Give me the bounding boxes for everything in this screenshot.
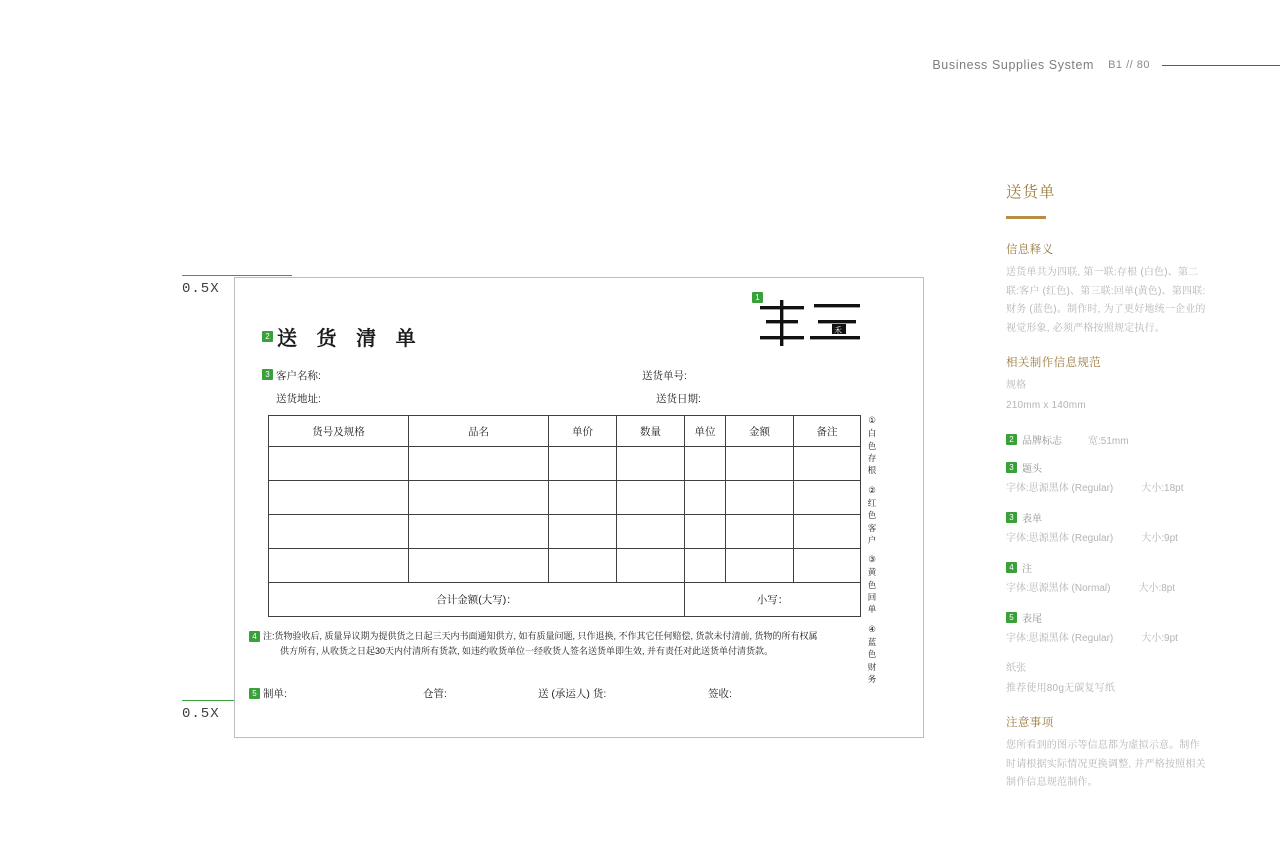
cell [794,549,861,583]
item-size: 大小:9pt [1141,632,1178,644]
sign-field-receiver: 签收: [708,688,732,700]
cell [549,447,617,481]
cell [549,481,617,515]
item-label: 题头 [1022,463,1042,475]
section-heading-specs: 相关制作信息规范 [1006,357,1102,369]
sign-field-carrier: 送 (承运人) 货: [538,688,607,700]
note-label: 注: [263,631,275,641]
meta-row-1 [262,368,862,383]
cell [409,515,549,549]
note-badge: 4 [249,631,260,642]
cell [409,549,549,583]
title-badge: 2 [262,331,273,342]
delivery-address-label: 送货地址: [276,393,321,405]
section-heading-meaning: 信息释义 [1006,244,1054,256]
order-number-label: 送货单号: [642,370,687,382]
copy-item-2 [864,484,880,547]
cell [794,515,861,549]
copy-num: ③ [868,554,876,565]
small-amount-label: 小写： [685,583,861,617]
header-title: Business Supplies System [932,58,1095,72]
form-title: 送 货 清 单 [277,328,423,350]
header-rule [1162,65,1280,66]
table-row [269,515,861,549]
measure-top-line [182,275,292,276]
cell [269,515,409,549]
th-product-name: 品名 [409,416,549,447]
measure-bottom-label: 0.5X [182,706,220,722]
sign-field-warehouse: 仓管: [423,688,447,700]
header-page-number: B1 // 80 [1108,59,1150,71]
sidebar-item-footer [1006,610,1206,644]
cell [409,481,549,515]
cell [549,549,617,583]
sidebar-item-logo [1006,432,1206,447]
cell [726,549,794,583]
item-size: 大小:8pt [1138,582,1176,594]
cell [726,481,794,515]
sidebar-item-form [1006,510,1206,544]
sidebar-section-meaning [1006,241,1206,338]
section-body-meaning: 送货单共为四联, 第一联:存根 (白色)、第二联:客户 (红色)、第三联:回单(黄色)、第四联:财务 (蓝色)。制作时, 为了更好地统一企业的视觉形象, 必须严格按照规定执行。 [1006,267,1206,334]
sidebar-item-heading [1006,460,1206,494]
cell [269,481,409,515]
th-remark: 备注 [794,416,861,447]
cell [617,481,685,515]
sign-field-prepared-by: 制单: [263,688,287,700]
item-font: 字体:思源黑体 (Regular) [1006,482,1114,494]
item-value: 宽:51mm [1088,435,1129,447]
cell [794,481,861,515]
brand-logo-mark [758,300,862,348]
form-note [249,629,859,660]
note-line-2: 供方所有, 从收货之日起30天内付清所有货款, 如违约收货单位一经收货人签名送货单即生效, 并有责任对此送货单付清货款。 [280,646,774,657]
item-badge: 2 [1006,434,1017,445]
item-font: 字体:思源黑体 (Regular) [1006,632,1114,644]
th-amount: 金额 [726,416,794,447]
meta-address [262,391,656,406]
sidebar-section-paper [1006,660,1206,699]
item-badge: 3 [1006,512,1017,523]
logo-badge: 1 [752,292,763,303]
cell [685,481,726,515]
table-total-row [269,583,861,617]
sidebar-title: 送货单 [1006,184,1056,201]
info-sidebar [1006,180,1206,809]
cell [794,447,861,481]
item-label: 注 [1022,563,1032,575]
copy-text: 蓝色财务 [867,637,877,684]
notice-heading: 注意事项 [1006,717,1054,729]
cell [726,515,794,549]
delivery-date-label: 送货日期: [656,393,701,405]
meta-row-2 [262,391,862,406]
table-header-row [269,416,861,447]
item-size: 大小:18pt [1141,482,1184,494]
spec-size-value: 210mm x 140mm [1006,400,1086,411]
cell [269,447,409,481]
meta-badge: 3 [262,369,273,380]
item-label: 表单 [1022,513,1042,525]
sidebar-section-specs [1006,354,1206,416]
item-badge: 5 [1006,612,1017,623]
form-title-row [262,322,423,351]
table-row [269,447,861,481]
meta-date [656,391,701,406]
cell [685,447,726,481]
sidebar-accent-bar [1006,216,1046,219]
copy-item-4 [864,623,880,686]
cell [549,515,617,549]
notice-body: 您所看到的图示等信息都为虚拟示意。制作时请根据实际情况更换调整, 并严格按照相关制作信息规范制作。 [1006,740,1206,788]
form-signature-row [249,686,869,701]
copy-item-3 [864,553,880,616]
sign-badge: 5 [249,688,260,699]
item-size: 大小:9pt [1141,532,1178,544]
table-row [269,481,861,515]
cell [617,447,685,481]
cell [685,549,726,583]
cell [726,447,794,481]
copy-item-1 [864,414,880,477]
meta-order-no [642,368,687,383]
copy-text: 白色存根 [867,428,877,476]
th-unit-price: 单价 [549,416,617,447]
item-label: 表尾 [1022,613,1042,625]
goods-table [268,415,861,617]
meta-customer [262,368,642,383]
cell [269,549,409,583]
th-item-spec: 货号及规格 [269,416,409,447]
page-header [760,58,1280,72]
th-unit: 单位 [685,416,726,447]
item-badge: 3 [1006,462,1017,473]
cell [617,515,685,549]
copy-num: ② [868,484,876,495]
sidebar-item-note [1006,560,1206,594]
th-quantity: 数量 [617,416,685,447]
sidebar-section-notice [1006,714,1206,793]
cell [617,549,685,583]
spec-size-label: 规格 [1006,380,1026,391]
copy-num: ① [868,415,876,425]
customer-name-label: 客户名称: [276,370,321,382]
form-meta [262,368,862,414]
item-font: 字体:思源黑体 (Normal) [1006,582,1111,594]
item-badge: 4 [1006,562,1017,573]
note-line-1: 货物验收后, 质量异议期为提供货之日起三天内书面通知供方, 如有质量问题, 只作退换, 不作其它任何赔偿, 货款未付清前, 货物的所有权属 [274,631,818,641]
table-row [269,549,861,583]
brand-logo [755,293,868,356]
copy-color-column [864,414,880,692]
svg-text:禾: 禾 [834,326,842,335]
measure-top-label: 0.5X [182,281,220,297]
copy-text: 黄色回单 [867,567,877,615]
cell [409,447,549,481]
cell [685,515,726,549]
total-amount-label: 合计金额(大写)： [269,583,685,617]
item-font: 字体:思源黑体 (Regular) [1006,532,1114,544]
copy-num: ④ [868,623,876,634]
paper-heading: 纸张 [1006,662,1026,674]
item-label: 品牌标志 [1022,435,1062,447]
paper-body: 推荐使用80g无碳复写纸 [1006,682,1116,694]
copy-text: 红色客户 [867,497,877,545]
